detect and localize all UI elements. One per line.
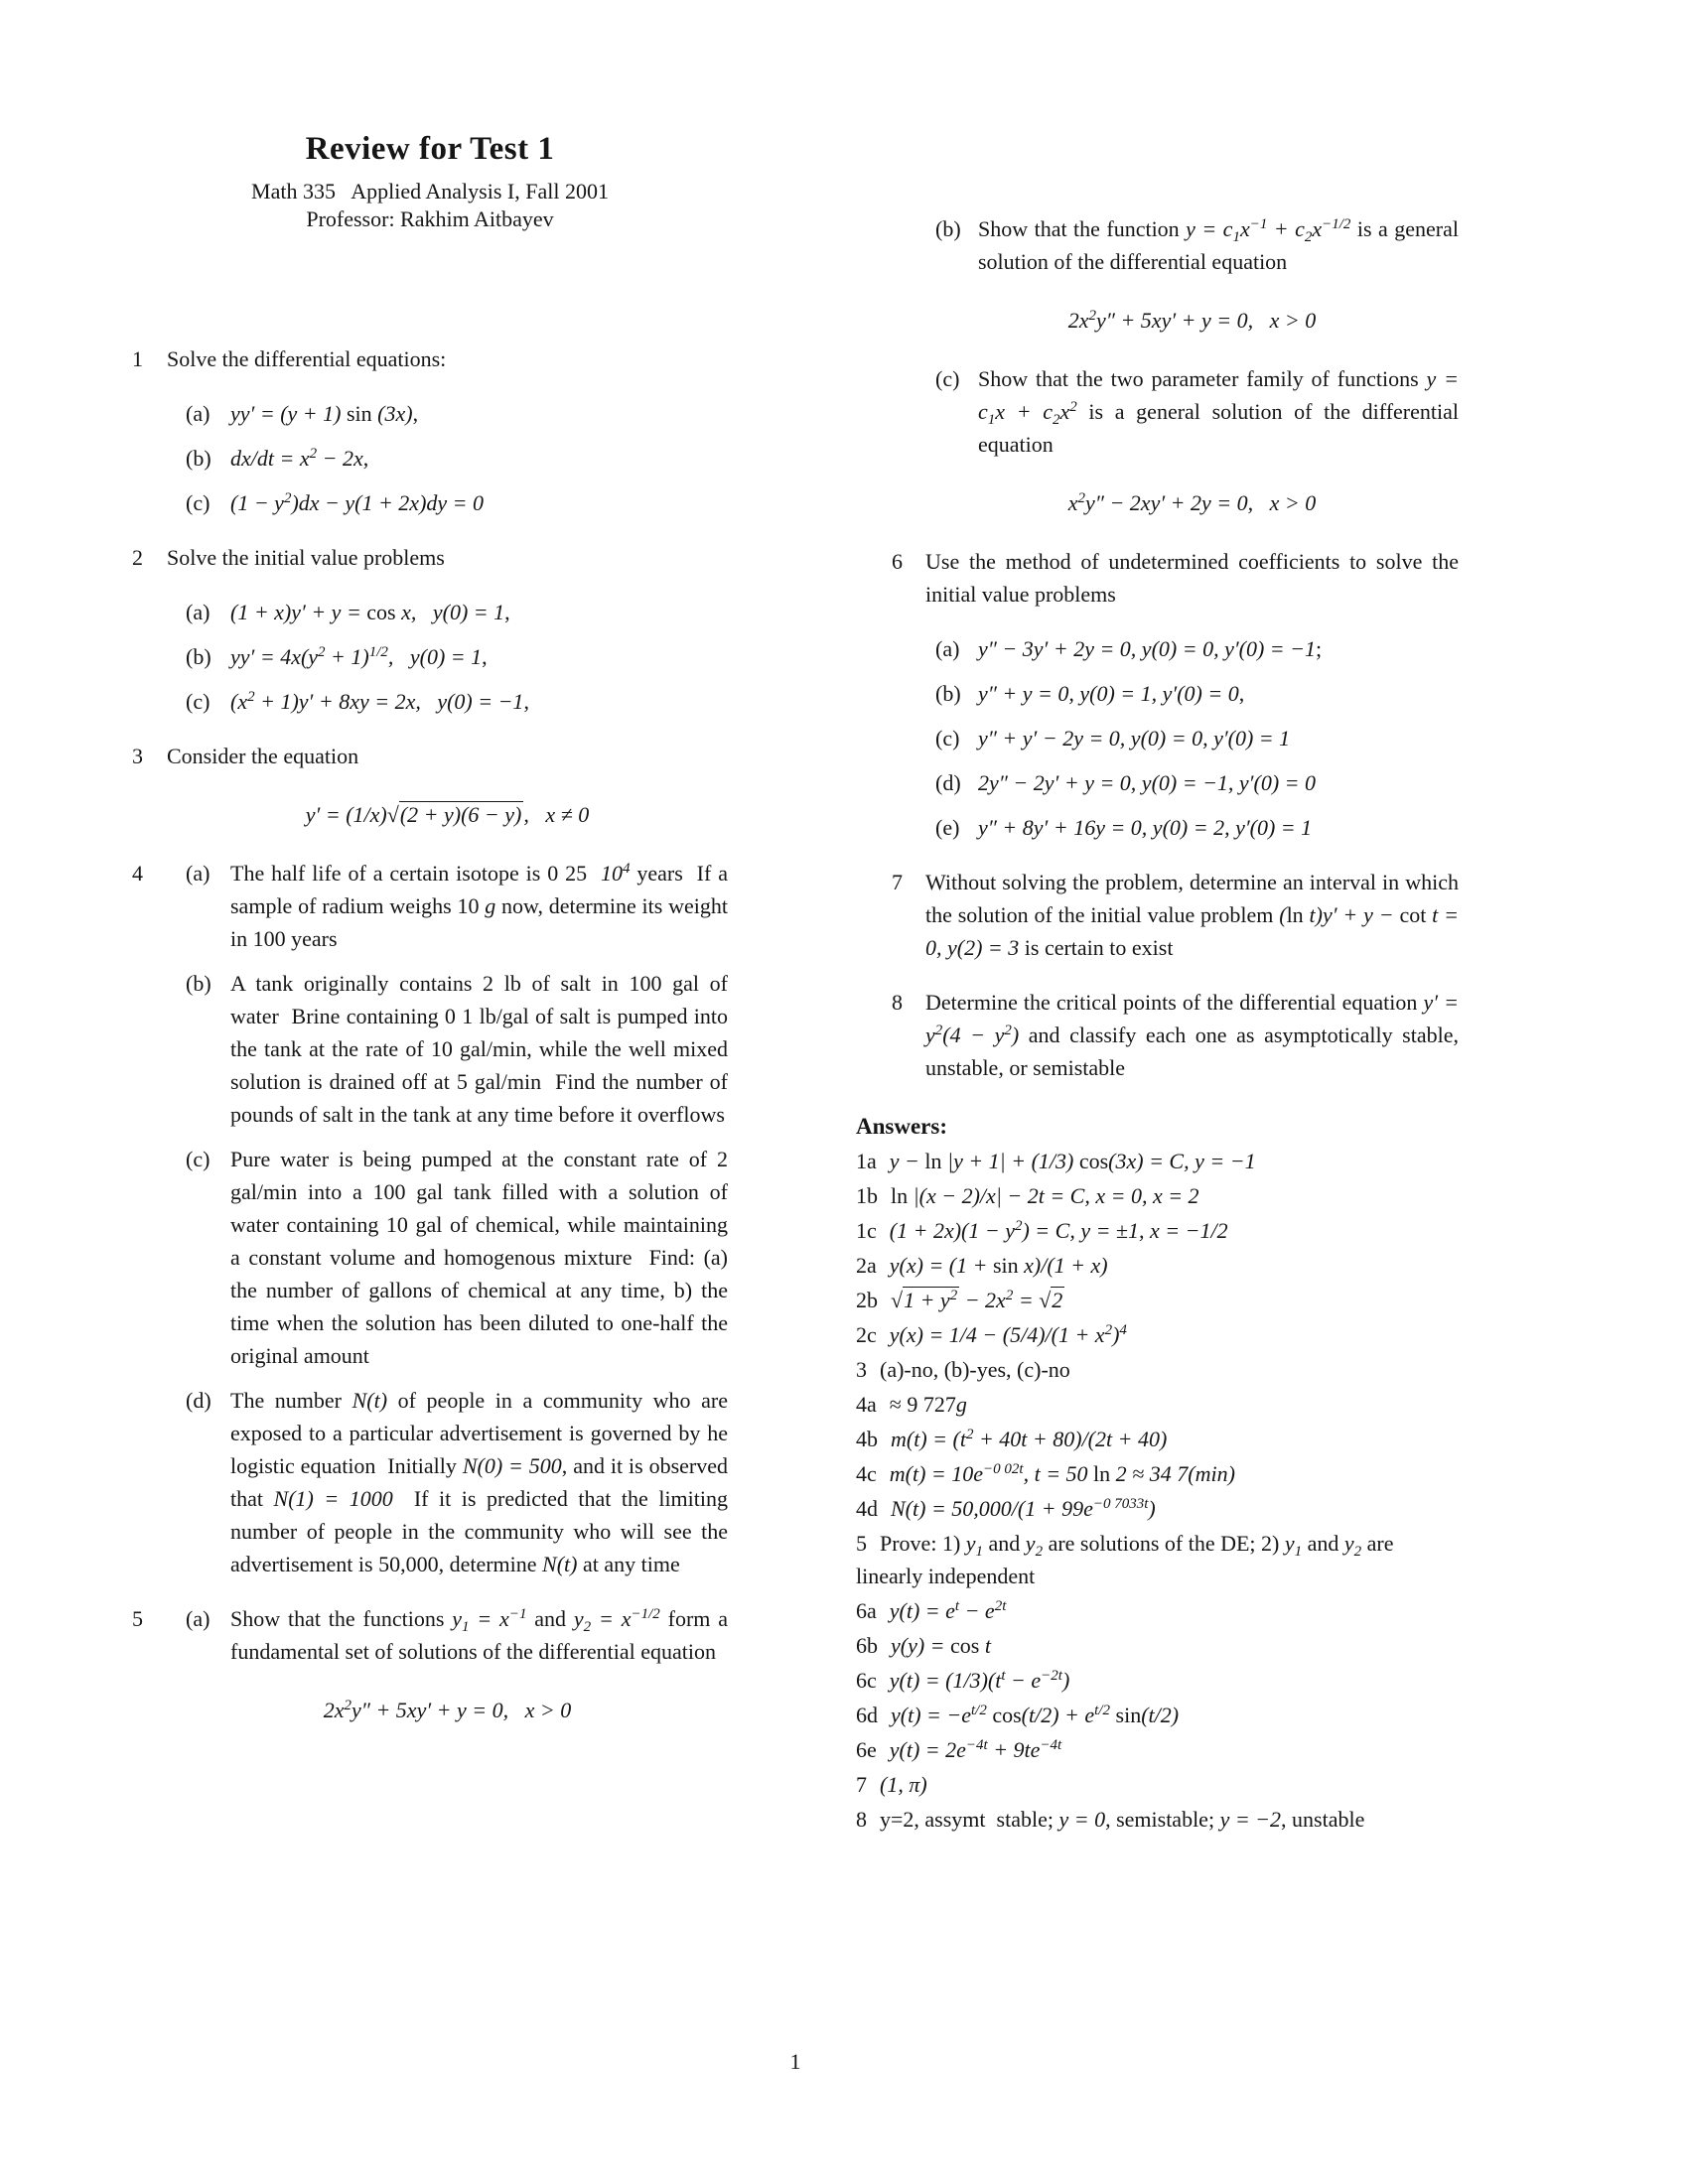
answer-row [856, 1768, 1459, 1801]
right-column [856, 201, 1459, 1836]
item-text: yy′ = (y + 1) sin (3x), [230, 401, 419, 426]
item-text: Show that the two parameter family of functions $y = c_1x + c_2x^2$ is a general solution of the differential equation [978, 366, 1460, 457]
answer-label: 7 [856, 1772, 867, 1797]
math-expression: 2y″ − 2y′ + y = 0, y(0) = −1, y′(0) = 0 [978, 770, 1316, 795]
answer-label: 1a [856, 1149, 877, 1173]
math-expression: $(1 + 2x)(1 - y^2) = C$, y = ±1, x = −1/2 [889, 1218, 1228, 1243]
problem-item [856, 811, 1459, 844]
answer-label: 2b [856, 1288, 878, 1312]
math-expression: $y_2$ [1343, 1531, 1362, 1560]
answer-text [891, 1183, 1199, 1208]
item-text: The number N(t) of people in a community who are exposed to a particular advertisement is governed by he logistic equation Initially N(0) = 500, and it is observed that N(1) = 1000 If it is predicted that the limiting number of people in the community who will see the advertisement is 50,000, determine N(t) at any time [230, 1388, 729, 1576]
answer-label: 3 [856, 1357, 867, 1382]
math-expression: $N(t) = 50,000/(1 + 99e^{-0 7033t})$ [891, 1496, 1156, 1521]
item-label: (c) [186, 490, 211, 515]
answer-text [890, 1737, 1061, 1762]
item-text: A tank originally contains 2 lb of salt in 100 gal of water Brine containing 0 1 lb/gal of salt is pumped into the tank at the rate of 10 gal/min, while the well mixed solution is drained off at 5 gal/min Find the number of pounds of salt in the tank at any time before it overflows [230, 971, 728, 1127]
math-expression: $y_1 = x^{-1}$ [452, 1606, 527, 1635]
item-label: (a) [186, 1606, 211, 1631]
section-text: Consider the equation [167, 744, 359, 768]
problem-item [856, 677, 1459, 710]
problem-section [856, 545, 1459, 611]
answer-text [890, 1218, 1228, 1243]
math-expression: $y(t) = -e^{t/2}$ $\cos(t/2) + e^{t/2}$ sin(t/2) [891, 1703, 1180, 1727]
math-expression: $x^2y'' - 2xy' + 2y = 0$, x > 0 [1067, 490, 1317, 515]
answer-row [856, 1699, 1459, 1731]
math-expression: y″ + 8y′ + 16y = 0, y(0) = 2, y′(0) = 1 [978, 815, 1313, 840]
item-label: (b) [186, 446, 211, 471]
item-text [978, 770, 1316, 795]
answer-row [856, 1492, 1459, 1525]
problem-item [856, 766, 1459, 799]
answer-row [856, 1249, 1459, 1282]
problem-item [132, 1384, 728, 1580]
problem-item [856, 722, 1459, 754]
problem-section [856, 866, 1459, 964]
math-expression: $y' = y^2(4 - y^2)$ [925, 990, 1459, 1047]
item-text: Show that the function $y = c_1x^{-1} + c_2x^{-1/2}$ is a general solution of the differential equation [978, 216, 1459, 274]
math-expression: $y_1$ [1284, 1531, 1303, 1560]
item-label: (e) [935, 815, 960, 840]
problem-section [856, 986, 1459, 1084]
answer-text [890, 1322, 1127, 1347]
math-expression: y(y) = cos t [891, 1633, 991, 1658]
item-label: (c) [935, 366, 960, 391]
course-subtitle: Math 335 Applied Analysis I, Fall 2001 [251, 179, 609, 204]
answer-label: 6b [856, 1633, 878, 1658]
answer-text: (a)-no, (b)-yes, (c)-no [880, 1357, 1070, 1382]
item-text: $(x^2 + 1)y' + 8xy = 2x$, y(0) = −1, [230, 689, 529, 714]
item-label: (d) [935, 770, 961, 795]
math-expression: y″ − 3y′ + 2y = 0, y(0) = 0, y′(0) = −1 [978, 636, 1316, 661]
item-text: y″ − 3y′ + 2y = 0, y(0) = 0, y′(0) = −1; [978, 636, 1323, 661]
display-equation [132, 798, 728, 831]
section-text: Solve the initial value problems [167, 545, 445, 570]
answer-label: 4c [856, 1461, 877, 1486]
item-text [978, 726, 1290, 751]
answer-row [856, 1594, 1459, 1627]
problem-item [856, 362, 1459, 461]
item-label: (b) [186, 644, 211, 669]
section-text: Determine the critical points of the differential equation $y' = y^2(4 - y^2)$ and classify each one as asymptotically stable, unstable, or semistable [925, 990, 1459, 1080]
problem-section [132, 342, 728, 375]
item-label: (a) [935, 636, 960, 661]
answer-text [891, 1633, 991, 1658]
math-expression: y − ln |y + 1| + (1/3) cos(3x) = C, y = −1 [889, 1149, 1256, 1173]
answer-row [856, 1733, 1459, 1766]
item-text: Pure water is being pumped at the constant rate of 2 gal/min into a 100 gal tank filled with a solution of water containing 10 gal of chemical, while maintaining a constant volume and homogenous mixture Find: (a) the number of gallons of chemical at any time, b) the time when the solution has been diluted to one-half the original amount [230, 1147, 728, 1368]
math-expression: (ln t)y′ + y − cot t = 0, y(2) = 3 [925, 902, 1459, 960]
item-text: (1 + x)y′ + y = cos x, y(0) = 1, [230, 600, 510, 624]
answer-label: 6c [856, 1668, 877, 1693]
math-expression: $y(t) = e^t - e^{2t}$ [889, 1598, 1007, 1623]
item-text: Show that the functions $y_1 = x^{-1}$ and $y_2 = x^{-1/2}$ form a fundamental set of solutions of the differential equation [230, 1606, 728, 1664]
display-equation [856, 486, 1459, 519]
problem-item [132, 1143, 728, 1372]
answer-row [856, 1145, 1459, 1177]
math-expression: $y(x) = 1/4 - (5/4)/(1 + x^2)^4$ [889, 1322, 1127, 1347]
answer-text [890, 1668, 1070, 1693]
item-text: $dx/dt = x^2 - 2x$, [230, 446, 369, 471]
problem-item [132, 442, 728, 475]
problem-item [132, 397, 728, 430]
answer-text [891, 1427, 1167, 1451]
answer-label: 8 [856, 1807, 867, 1832]
answer-label: 1b [856, 1183, 878, 1208]
section-number: 3 [132, 744, 143, 768]
answer-row [856, 1664, 1459, 1697]
math-expression: $y(t) = (1/3)(t^t - e^{-2t})$ [889, 1668, 1070, 1693]
math-expression: (1 + x)y′ + y = cos x, y(0) = 1 [230, 600, 505, 624]
math-expression: yy′ = (y + 1) sin (3x) [230, 401, 413, 426]
problem-item [132, 486, 728, 519]
math-expression: y = −2 [1219, 1807, 1282, 1832]
section-text: Use the method of undetermined coefficients to solve the initial value problems [925, 549, 1459, 607]
section-number: 8 [892, 990, 903, 1015]
math-expression: N(1) = 1000 [273, 1486, 393, 1511]
section-number: 6 [892, 549, 903, 574]
item-label: (d) [186, 1388, 211, 1413]
math-expression: $y = c_1x + c_2x^2$ [978, 366, 1459, 428]
answer-label: 5 [856, 1531, 867, 1556]
math-expression: $y(t) = 2e^{-4t} + 9te^{-4t}$ [889, 1737, 1062, 1762]
math-expression: y″ + y′ − 2y = 0, y(0) = 0, y′(0) = 1 [978, 726, 1291, 751]
section-number: 5 [132, 1606, 143, 1631]
page-footer [132, 2045, 1459, 2078]
answer-label: 4b [856, 1427, 878, 1451]
problem-item [132, 640, 728, 673]
answer-row [856, 1457, 1459, 1490]
answer-row [856, 1423, 1459, 1455]
item-text [978, 815, 1312, 840]
problem-item [132, 967, 728, 1131]
math-expression: $yy' = 4x(y^2 + 1)^{1/2}$, y(0) = 1 [230, 644, 483, 669]
math-expression: $y_2$ [1025, 1531, 1044, 1560]
problem-section [132, 541, 728, 574]
math-expression: g [485, 893, 496, 918]
answer-text [890, 1461, 1235, 1486]
math-expression: $2x^2y'' + 5xy' + y = 0$, x > 0 [323, 1698, 572, 1722]
math-expression: (1, π) [880, 1772, 927, 1797]
item-label: (b) [935, 216, 961, 241]
math-expression: $y = c_1x^{-1} + c_2x^{-1/2}$ [1186, 216, 1351, 245]
answer-text [880, 1772, 927, 1797]
display-equation [132, 1694, 728, 1726]
answer-row [856, 1527, 1459, 1592]
math-expression: y(x) = (1 + sin x)/(1 + x) [889, 1253, 1108, 1278]
problem-section [132, 740, 728, 772]
item-label: (a) [186, 600, 211, 624]
answer-label: 6d [856, 1703, 878, 1727]
display-equation [856, 304, 1459, 337]
answer-text: ≈ 9 727g [889, 1392, 967, 1417]
problem-item [132, 1602, 728, 1668]
answer-text [890, 1253, 1108, 1278]
math-expression: $m(t) = 10e^{-0 02t}$, t = 50 ln 2 ≈ 34 7(min) [889, 1461, 1235, 1486]
left-column [132, 129, 728, 1752]
answer-label: 2a [856, 1253, 877, 1278]
item-label: (b) [935, 681, 961, 706]
item-label: (c) [935, 726, 960, 751]
section-text: Without solving the problem, determine an interval in which the solution of the initial value problem (ln t)y′ + y − cot t = 0, y(2) = 3 is certain to exist [925, 870, 1459, 960]
math-expression: $y_1$ [965, 1531, 984, 1560]
page-number: 1 [789, 2049, 801, 2074]
problem-item [132, 596, 728, 628]
item-label: (a) [186, 861, 211, 886]
answers-heading: Answers: [856, 1114, 947, 1139]
page-title: Review for Test 1 [305, 131, 555, 167]
problem-item [132, 857, 728, 955]
math-expression: $y_2 = x^{-1/2}$ [573, 1606, 660, 1635]
answer-label: 2c [856, 1322, 877, 1347]
answer-label: 4a [856, 1392, 877, 1417]
problem-group [132, 857, 728, 1580]
answer-text [890, 1149, 1256, 1173]
professor-subtitle: Professor: Rakhim Aitbayev [306, 206, 554, 231]
math-expression: $m(t) = (t^2 + 40t + 80)/(2t + 40)$ [891, 1427, 1168, 1451]
answer-row [856, 1388, 1459, 1421]
answer-row [856, 1803, 1459, 1836]
math-expression: $(1 - y^2)dx - y(1 + 2x)dy = 0$ [230, 490, 485, 515]
answer-text [891, 1496, 1156, 1521]
math-expression: g [955, 1392, 967, 1417]
item-text [230, 490, 484, 515]
answer-row [856, 1353, 1459, 1386]
answer-label: 6e [856, 1737, 877, 1762]
problem-item [856, 212, 1459, 278]
answer-label: 4d [856, 1496, 878, 1521]
section-number: 4 [132, 861, 143, 886]
answer-label: 6a [856, 1598, 877, 1623]
math-expression: N(t) [542, 1552, 578, 1576]
problem-item [132, 685, 728, 718]
math-expression: $(x^2 + 1)y' + 8xy = 2x$, y(0) = −1 [230, 689, 524, 714]
item-text: y″ + y = 0, y(0) = 1, y′(0) = 0, [978, 681, 1245, 706]
item-label: (c) [186, 1147, 211, 1171]
problem-group [132, 1602, 728, 1726]
answer-text [891, 1288, 1064, 1312]
math-expression: y = 0 [1058, 1807, 1106, 1832]
section-number: 1 [132, 346, 143, 371]
item-label: (a) [186, 401, 211, 426]
math-expression: $√1 + y^2 - 2x^2 = √2$ [891, 1288, 1063, 1312]
math-expression: N(t) [352, 1388, 388, 1413]
item-label: (c) [186, 689, 211, 714]
answer-row [856, 1284, 1459, 1316]
math-expression: y″ + y = 0, y(0) = 1, y′(0) = 0 [978, 681, 1239, 706]
math-expression: $dx/dt = x^2 - 2x$ [230, 446, 363, 471]
answer-row [856, 1179, 1459, 1212]
answer-text: y=2, assymt stable; y = 0, semistable; y = −2, unstable [880, 1807, 1365, 1832]
answer-label: 1c [856, 1218, 877, 1243]
answer-text [891, 1703, 1179, 1727]
answer-text: Prove: 1) $y_1$ and $y_2$ are solutions of the DE; 2) $y_1$ and $y_2$ are linearly independent [856, 1531, 1394, 1588]
math-expression: N(0) = 500 [462, 1453, 562, 1478]
answer-row [856, 1318, 1459, 1351]
item-label: (b) [186, 971, 211, 996]
math-expression: $2x^2y'' + 5xy' + y = 0$, x > 0 [1067, 308, 1317, 333]
answer-row [856, 1214, 1459, 1247]
math-expression: y′ = (1/x)√(2 + y)(6 − y), x ≠ 0 [305, 802, 590, 827]
problem-item [856, 632, 1459, 665]
answer-row [856, 1629, 1459, 1662]
item-text: The half life of a certain isotope is 0 25 $10^4$ years If a sample of radium weighs 10 g now, determine its weight in 100 years [230, 861, 728, 951]
math-expression: $10^4$ [600, 861, 631, 886]
section-text: Solve the differential equations: [167, 346, 447, 371]
section-number: 2 [132, 545, 143, 570]
math-expression: ln |(x − 2)/x| − 2t = C, x = 0, x = 2 [891, 1183, 1199, 1208]
section-number: 7 [892, 870, 903, 894]
item-text: $yy' = 4x(y^2 + 1)^{1/2}$, y(0) = 1, [230, 644, 488, 669]
answer-text [890, 1598, 1007, 1623]
